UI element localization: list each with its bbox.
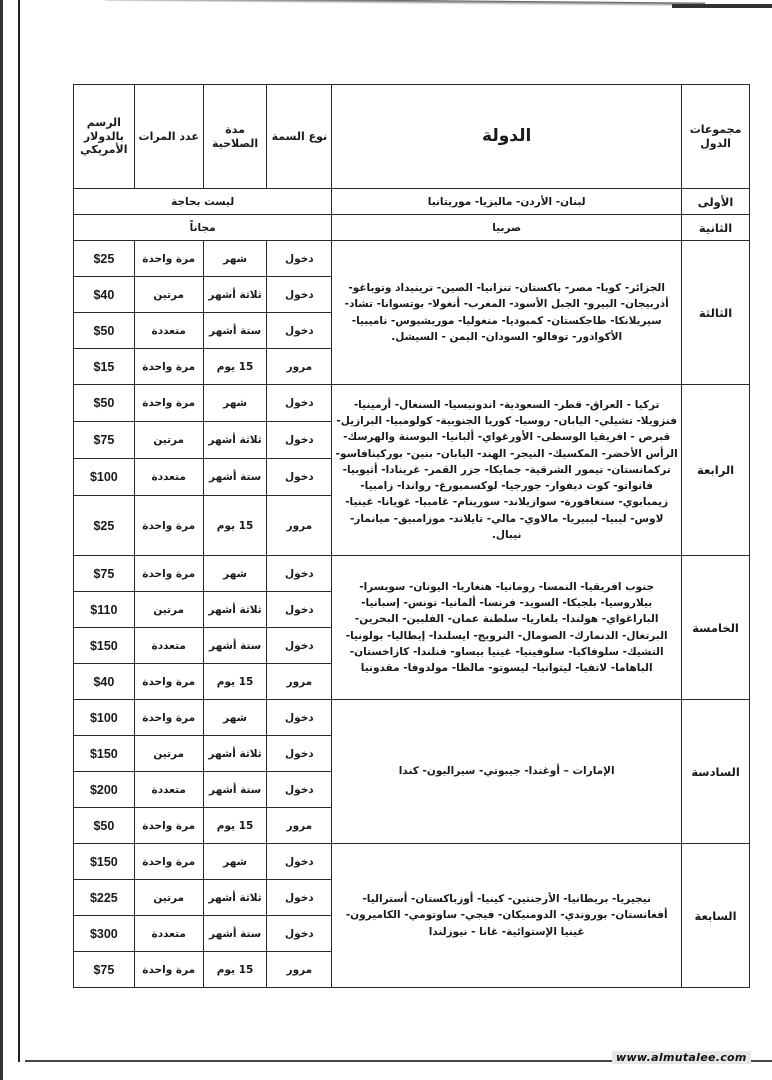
fee-cell: $50 <box>74 385 135 422</box>
entries-cell: مرة واحدة <box>134 844 203 880</box>
visa-type-cell: دخول <box>267 385 332 422</box>
table-body <box>74 189 750 988</box>
validity-cell: ستة أشهر <box>203 772 267 808</box>
entries-cell: مرتين <box>134 736 203 772</box>
table-row <box>74 844 750 880</box>
validity-cell: ثلاثة أشهر <box>203 277 267 313</box>
visa-type-cell: دخول <box>267 556 332 592</box>
validity-cell: ثلاثة أشهر <box>203 736 267 772</box>
fee-cell: $300 <box>74 916 135 952</box>
fee-cell: $40 <box>74 664 135 700</box>
entries-cell: مرتين <box>134 592 203 628</box>
validity-cell: 15 يوم <box>203 349 267 385</box>
validity-cell: 15 يوم <box>203 664 267 700</box>
header-entries: عدد المرات <box>134 85 203 189</box>
validity-cell: شهر <box>203 241 267 277</box>
watermark: www.almutalee.com <box>612 1051 751 1064</box>
group-name: الرابعة <box>682 385 750 556</box>
countries-cell <box>332 385 682 556</box>
visa-type-cell: دخول <box>267 313 332 349</box>
header-group: مجموعات الدول <box>682 85 750 189</box>
visa-fees-table <box>73 84 750 988</box>
countries-list: جنوب افريقيا- النمسا- رومانيا- هنغاريا- اليونان- سويسرا- بيلاروسيا- بلجيكا- السويد- فرنسا- ألمانيا- تونس- إسبانيا- الباراغواي- هولندا- بلغاريا- سلطنة عمان- الفلبين- البحرين- البرتغال- الدنمارك- الصومال- النرويج- ايسلندا- إيطاليا- بولونيا- التشيك- سلوفاكيا- سلوفينيا- غينيا بيساو- فنلندا- كازاخستان- الباهاما- لاتفيا- ليتوانيا- ليسوتو- مالطا- مولدوفا- مقدونيا <box>345 580 668 675</box>
countries-list: الجزائر- كوبا- مصر- باكستان- تنزانيا- الصين- ترينيداد وتوباغو- أذربيجان- البيرو- الجبل الأسود- المغرب- أنغولا- بوتسوانا- تشاد- سيريلانكا- طاجكستان- كمبوديا- منغوليا- موريشيوس- ناميبيا- الأكوادور- توفالو- السودان- اليمن - السيشل. <box>344 281 669 343</box>
fee-cell: $150 <box>74 736 135 772</box>
validity-cell: ثلاثة أشهر <box>203 880 267 916</box>
visa-type-cell: مرور <box>267 808 332 844</box>
fee-cell: $50 <box>74 313 135 349</box>
entries-cell: مرة واحدة <box>134 556 203 592</box>
visa-type-cell: دخول <box>267 772 332 808</box>
entries-cell: متعددة <box>134 916 203 952</box>
visa-type-cell: دخول <box>267 736 332 772</box>
fee-cell: $110 <box>74 592 135 628</box>
countries-cell: صربيا <box>332 215 682 241</box>
entries-cell: مرتين <box>134 277 203 313</box>
visa-note: ليست بحاجة <box>74 189 332 215</box>
visa-note: مجاناً <box>74 215 332 241</box>
entries-cell: مرة واحدة <box>134 808 203 844</box>
entries-cell: مرة واحدة <box>134 385 203 422</box>
entries-cell: مرة واحدة <box>134 952 203 988</box>
header-visa-type: نوع السمة <box>267 85 332 189</box>
entries-cell: مرة واحدة <box>134 496 203 556</box>
visa-type-cell: دخول <box>267 880 332 916</box>
fee-cell: $40 <box>74 277 135 313</box>
group-name: الأولى <box>682 189 750 215</box>
header-row <box>74 85 750 189</box>
fee-cell: $50 <box>74 808 135 844</box>
visa-type-cell: مرور <box>267 952 332 988</box>
validity-cell: شهر <box>203 556 267 592</box>
countries-list: الإمارات – أوغندا- جيبوتي- سيراليون- كندا <box>398 765 615 778</box>
validity-cell: 15 يوم <box>203 808 267 844</box>
fee-cell: $150 <box>74 628 135 664</box>
validity-cell: شهر <box>203 385 267 422</box>
page-border-left <box>18 0 20 1062</box>
header-country: الدولة <box>332 85 682 189</box>
group-name: السابعة <box>682 844 750 988</box>
countries-cell: لبنان- الأردن- ماليزيا- موريتانيا <box>332 189 682 215</box>
visa-type-cell: دخول <box>267 700 332 736</box>
validity-cell: ثلاثة أشهر <box>203 592 267 628</box>
table-row <box>74 556 750 592</box>
visa-type-cell: دخول <box>267 241 332 277</box>
fee-cell: $100 <box>74 459 135 496</box>
countries-list: تركيا - العراق- قطر- السعودية- اندونيسيا- السنغال- أرمينيا- فنزويلا- تشيلي- اليابان- روسيا- كوريا الجنوبية- كولومبيا- البرازيل- قبرص - افريقيا الوسطى- الأورغواي- ألبانيا- البوسنة والهرسك- الرأس الأخضر- المكسيك- النيجر- الهند- اليابان- بنين- بوركينافاسو- تركمانستان- تيمور الشرقية- جمايكا- جزر القمر- غرينادا- أثيوبيا- فانواتو- كوت ديفوار- جورجيا- لوكسمبورغ- رواندا- زامبيا- زيمبابوي- سنغافورة- سوازيلاند- سورينام- غامبيا- غويانا- غينيا- لاوس- ليبيا- ليبيريا- مالاوي- مالي- تايلاند- موزامبيق- ميانمار- نيبال. <box>335 398 678 541</box>
group-name: السادسة <box>682 700 750 844</box>
countries-cell <box>332 844 682 988</box>
table-row <box>74 241 750 277</box>
validity-cell: شهر <box>203 700 267 736</box>
fee-cell: $150 <box>74 844 135 880</box>
header-validity: مدة الصلاحية <box>203 85 267 189</box>
validity-cell: ستة أشهر <box>203 313 267 349</box>
validity-cell: ستة أشهر <box>203 459 267 496</box>
countries-cell <box>332 556 682 700</box>
entries-cell: مرتين <box>134 880 203 916</box>
page-top-shadow <box>105 0 705 7</box>
countries-cell <box>332 700 682 844</box>
entries-cell: متعددة <box>134 772 203 808</box>
fee-cell: $200 <box>74 772 135 808</box>
visa-type-cell: دخول <box>267 422 332 459</box>
fee-cell: $100 <box>74 700 135 736</box>
validity-cell: ستة أشهر <box>203 916 267 952</box>
page-edge <box>0 0 3 1080</box>
fee-cell: $75 <box>74 422 135 459</box>
entries-cell: مرتين <box>134 422 203 459</box>
visa-type-cell: دخول <box>267 844 332 880</box>
visa-type-cell: دخول <box>267 277 332 313</box>
entries-cell: مرة واحدة <box>134 664 203 700</box>
entries-cell: مرة واحدة <box>134 700 203 736</box>
validity-cell: ثلاثة أشهر <box>203 422 267 459</box>
validity-cell: 15 يوم <box>203 496 267 556</box>
entries-cell: متعددة <box>134 313 203 349</box>
table-row-group-1 <box>74 189 750 215</box>
fee-cell: $25 <box>74 241 135 277</box>
visa-type-cell: دخول <box>267 916 332 952</box>
entries-cell: متعددة <box>134 459 203 496</box>
visa-type-cell: دخول <box>267 459 332 496</box>
visa-type-cell: دخول <box>267 628 332 664</box>
visa-type-cell: دخول <box>267 592 332 628</box>
table-row <box>74 700 750 736</box>
visa-type-cell: مرور <box>267 496 332 556</box>
countries-list: نيجيريا- بريطانيا- الأرجنتين- كينيا- أوزباكستان- أستراليا- أفغانستان- بوروندي- الدومنيكان- فيجي- ساوتومي- الكاميرون- غينيا الإستوائية- غانا - نيوزلندا <box>345 893 668 938</box>
group-name: الخامسة <box>682 556 750 700</box>
fee-cell: $225 <box>74 880 135 916</box>
fee-cell: $15 <box>74 349 135 385</box>
page-top-edge <box>672 4 772 8</box>
visa-type-cell: مرور <box>267 349 332 385</box>
table-row <box>74 385 750 422</box>
fee-cell: $75 <box>74 556 135 592</box>
countries-cell <box>332 241 682 385</box>
header-fee: الرسم بالدولار الأمريكي <box>74 85 135 189</box>
table-row-group-2 <box>74 215 750 241</box>
validity-cell: شهر <box>203 844 267 880</box>
entries-cell: مرة واحدة <box>134 241 203 277</box>
fee-cell: $75 <box>74 952 135 988</box>
validity-cell: ستة أشهر <box>203 628 267 664</box>
visa-type-cell: مرور <box>267 664 332 700</box>
fee-cell: $25 <box>74 496 135 556</box>
entries-cell: مرة واحدة <box>134 349 203 385</box>
group-name: الثالثة <box>682 241 750 385</box>
validity-cell: 15 يوم <box>203 952 267 988</box>
group-name: الثانية <box>682 215 750 241</box>
entries-cell: متعددة <box>134 628 203 664</box>
